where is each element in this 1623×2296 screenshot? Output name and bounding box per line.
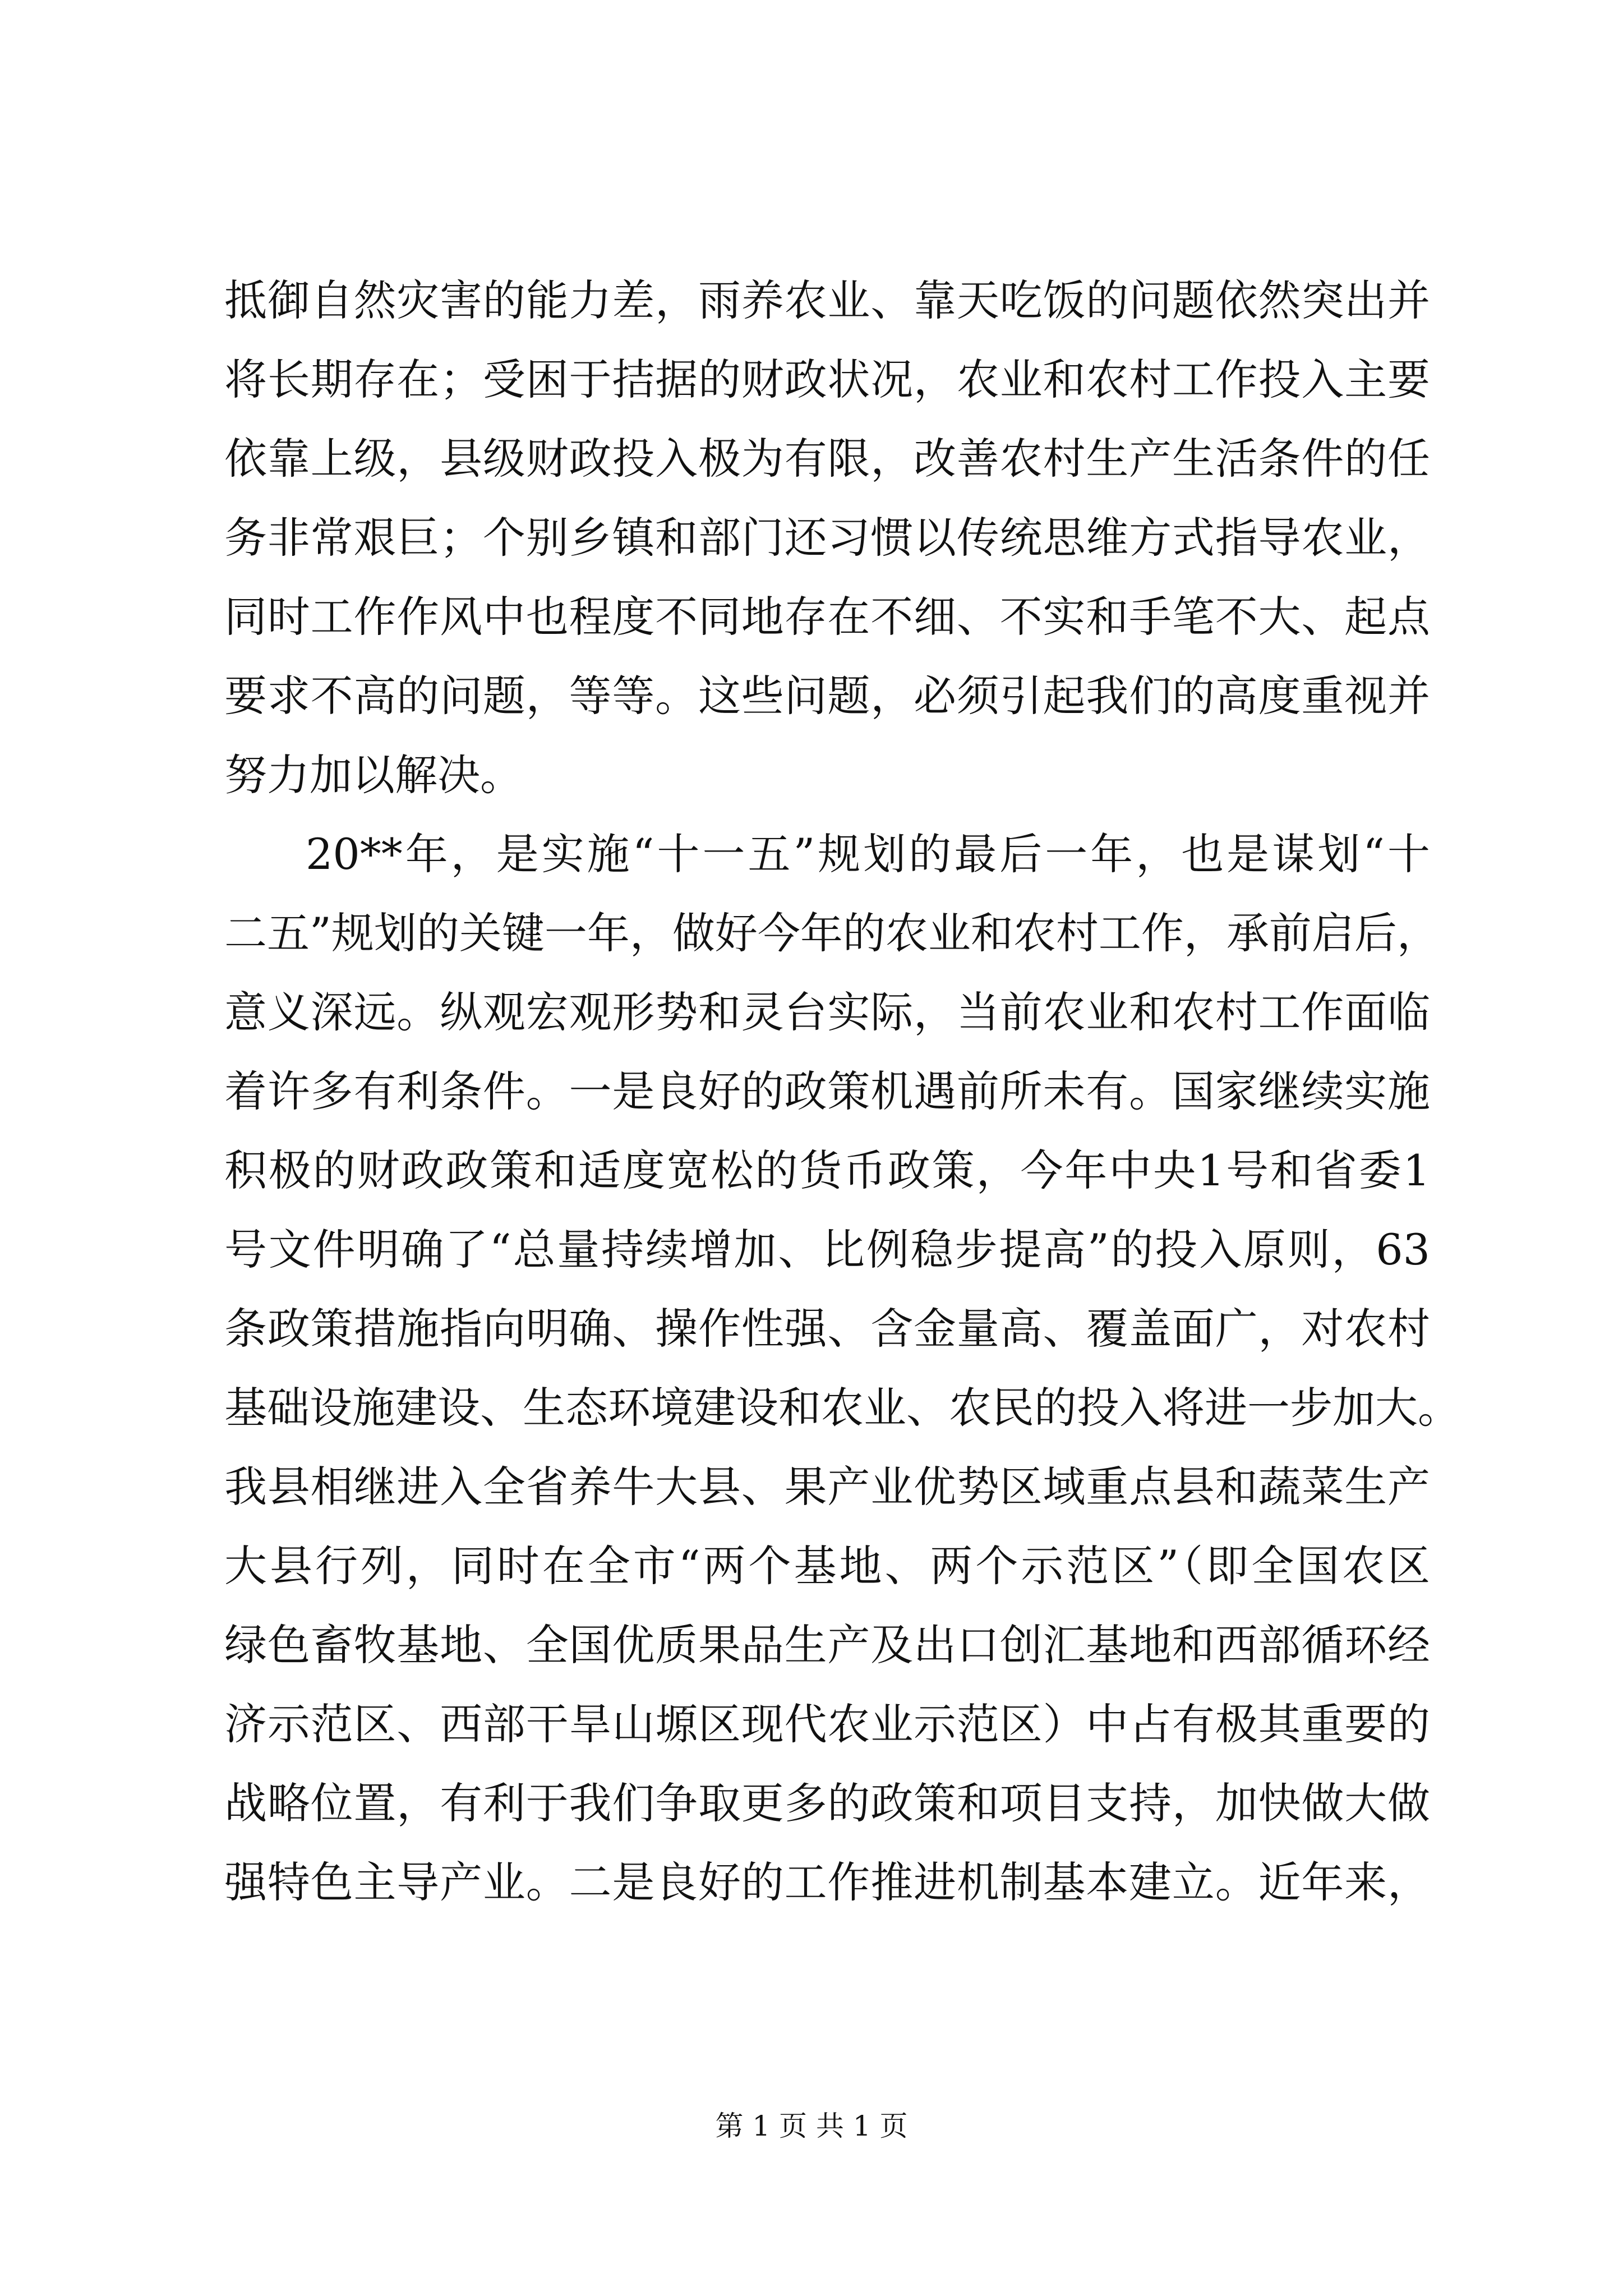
text-line: 二五”规划的关键一年，做好今年的农业和农村工作，承前启后， (224, 908, 1440, 958)
text-line: 务非常艰巨；个别乡镇和部门还习惯以传统思维方式指导农业， (224, 513, 1430, 563)
text-line: 强特色主导产业。二是良好的工作推进机制基本建立。近年来， (224, 1857, 1430, 1907)
page-number-label: 第 1 页 共 1 页 (715, 2110, 908, 2142)
document-body (224, 261, 1460, 1922)
text-line: 抵御自然灾害的能力差，雨养农业、靠天吃饭的问题依然突出并 (224, 275, 1430, 325)
text-line: 我县相继进入全省养牛大县、果产业优势区域重点县和蔬菜生产 (224, 1462, 1430, 1512)
text-line: 同时工作作风中也程度不同地存在不细、不实和手笔不大、起点 (224, 592, 1430, 642)
text-line: 意义深远。纵观宏观形势和灵台实际，当前农业和农村工作面临 (224, 987, 1430, 1037)
text-line: 济示范区、西部干旱山塬区现代农业示范区）中占有极其重要的 (224, 1699, 1430, 1749)
text-line: 大县行列，同时在全市“两个基地、两个示范区”（即全国农区 (224, 1541, 1430, 1591)
text-line: 将长期存在；受困于拮据的财政状况，农业和农村工作投入主要 (224, 355, 1430, 404)
text-line: 要求不高的问题，等等。这些问题，必须引起我们的高度重视并 (224, 671, 1430, 721)
paragraph-first-line: 20**年，是实施“十一五”规划的最后一年，也是谋划“十 (306, 829, 1430, 879)
text-line: 着许多有利条件。一是良好的政策机遇前所未有。国家继续实施 (224, 1066, 1430, 1116)
text-line: 积极的财政政策和适度宽松的货币政策，今年中央1号和省委1 (224, 1145, 1430, 1195)
text-line: 条政策措施指向明确、操作性强、含金量高、覆盖面广，对农村 (224, 1304, 1430, 1354)
text-line: 战略位置，有利于我们争取更多的政策和项目支持，加快做大做 (224, 1778, 1430, 1828)
text-line: 基础设施建设、生态环境建设和农业、农民的投入将进一步加大。 (224, 1383, 1460, 1433)
text-line: 号文件明确了“总量持续增加、比例稳步提高”的投入原则，63 (224, 1225, 1430, 1274)
text-line: 依靠上级，县级财政投入极为有限，改善农村生产生活条件的任 (224, 434, 1430, 484)
page-footer (0, 2106, 1623, 2146)
text-line: 努力加以解决。 (224, 750, 523, 800)
text-line: 绿色畜牧基地、全国优质果品生产及出口创汇基地和西部循环经 (224, 1620, 1430, 1670)
